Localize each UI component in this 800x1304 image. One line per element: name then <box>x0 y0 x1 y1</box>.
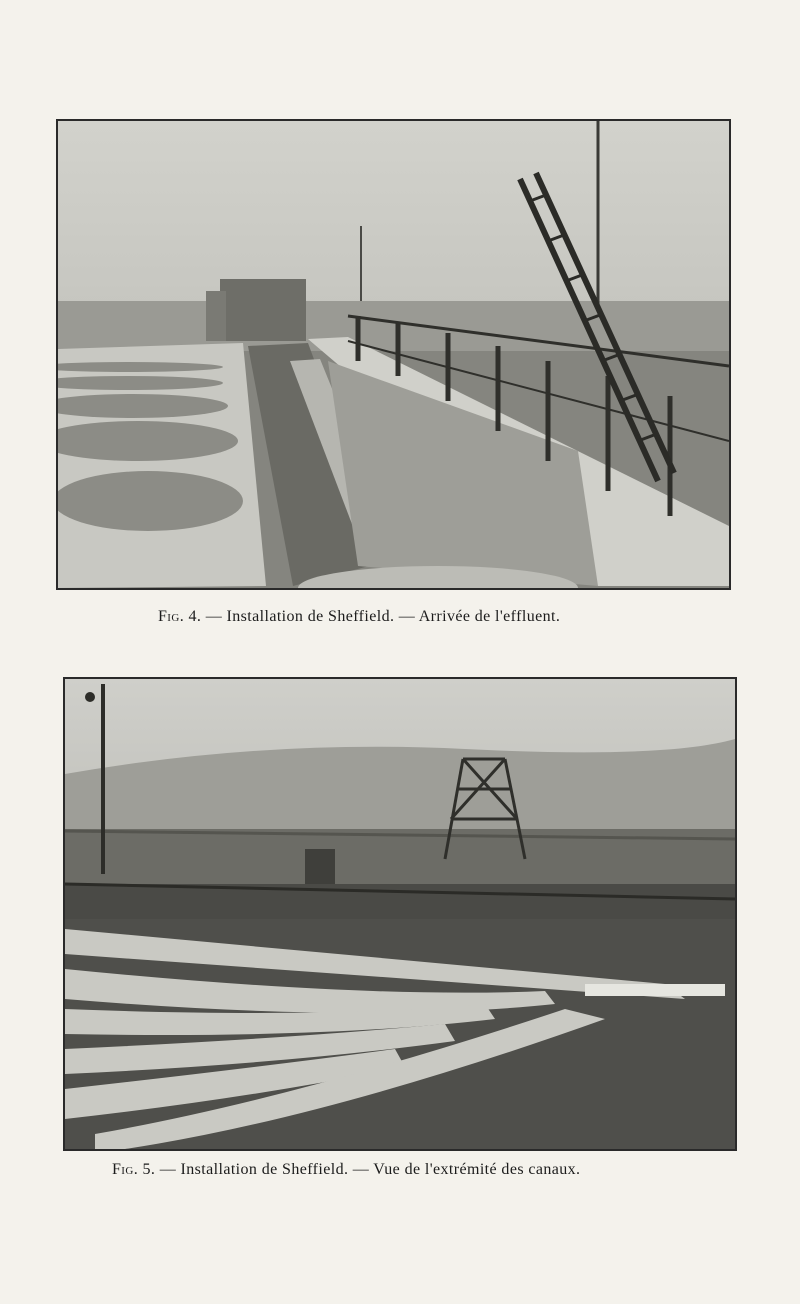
figure-4-illustration <box>58 121 729 588</box>
figure-4-caption <box>158 608 560 626</box>
figure-5-dash: — <box>159 1161 177 1178</box>
figure-4-label: Fig. 4. <box>158 608 202 625</box>
figure-5-photo <box>63 677 737 1151</box>
figure-5-label: Fig. 5. <box>112 1161 156 1178</box>
figure-4-dash: — <box>205 608 223 625</box>
figure-5-caption-text: Installation de Sheffield. — Vue de l'extrémité des canaux. <box>180 1161 581 1178</box>
figure-4-caption-text: Installation de Sheffield. — Arrivée de l'effluent. <box>226 608 561 625</box>
figure-4-photo <box>56 119 731 590</box>
figure-5-caption <box>112 1161 580 1179</box>
figure-5-illustration <box>65 679 735 1149</box>
